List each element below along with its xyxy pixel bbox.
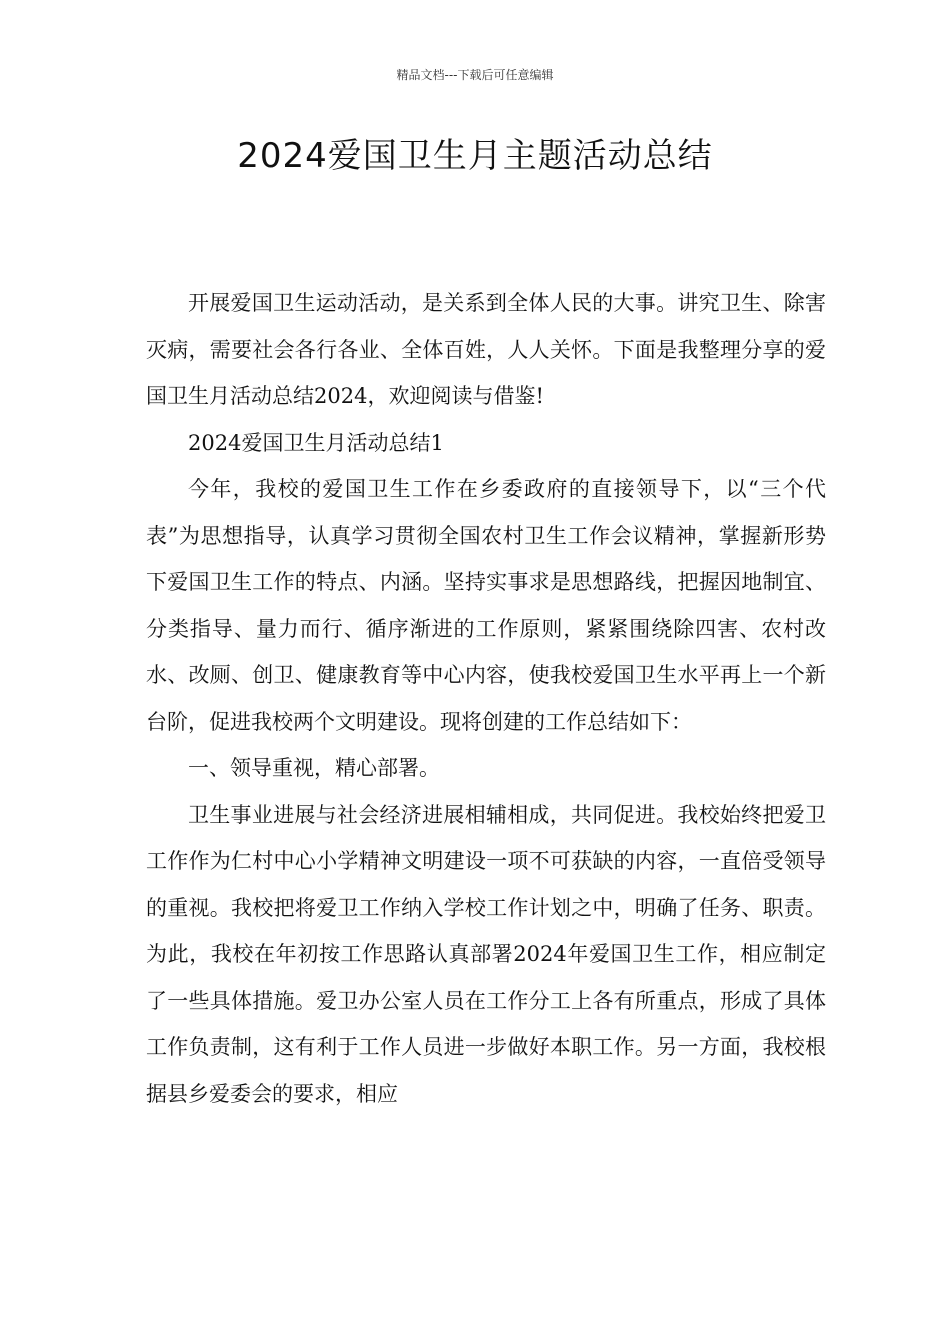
document-body <box>146 280 826 1117</box>
paragraph-leadership: 卫生事业进展与社会经济进展相辅相成，共同促进。我校始终把爱卫工作作为仁村中心小学精神文明建设一项不可获缺的内容，一直倍受领导的重视。我校把将爱卫工作纳入学校工作计划之中，明确了任务、职责。为此，我校在年初按工作思路认真部署2024年爱国卫生工作，相应制定了一些具体措施。爱卫办公室人员在工作分工上各有所重点，形成了具体工作负责制，这有利于工作人员进一步做好本职工作。另一方面，我校根据县乡爱委会的要求，相应 <box>146 802 826 1106</box>
section-heading: 2024爱国卫生月活动总结1 <box>188 430 444 455</box>
header-note: 精品文档---下载后可任意编辑 <box>396 68 554 82</box>
subsection-heading: 一、领导重视，精心部署。 <box>188 756 440 780</box>
paragraph-intro: 开展爱国卫生运动活动，是关系到全体人民的大事。讲究卫生、除害灭病，需要社会各行各业、全体百姓，人人关怀。下面是我整理分享的爱国卫生月活动总结2024，欢迎阅读与借鉴! <box>146 291 826 408</box>
paragraph-overview: 今年，我校的爱国卫生工作在乡委政府的直接领导下，以“三个代表”为思想指导，认真学习贯彻全国农村卫生工作会议精神，掌握新形势下爱国卫生工作的特点、内涵。坚持实事求是思想路线，把握因地制宜、分类指导、量力而行、循序渐进的工作原则，紧紧围绕除四害、农村改水、改厕、创卫、健康教育等中心内容，使我校爱国卫生水平再上一个新台阶，促进我校两个文明建设。现将创建的工作总结如下： <box>146 477 826 734</box>
document-title: 2024爱国卫生月主题活动总结 <box>237 136 713 176</box>
